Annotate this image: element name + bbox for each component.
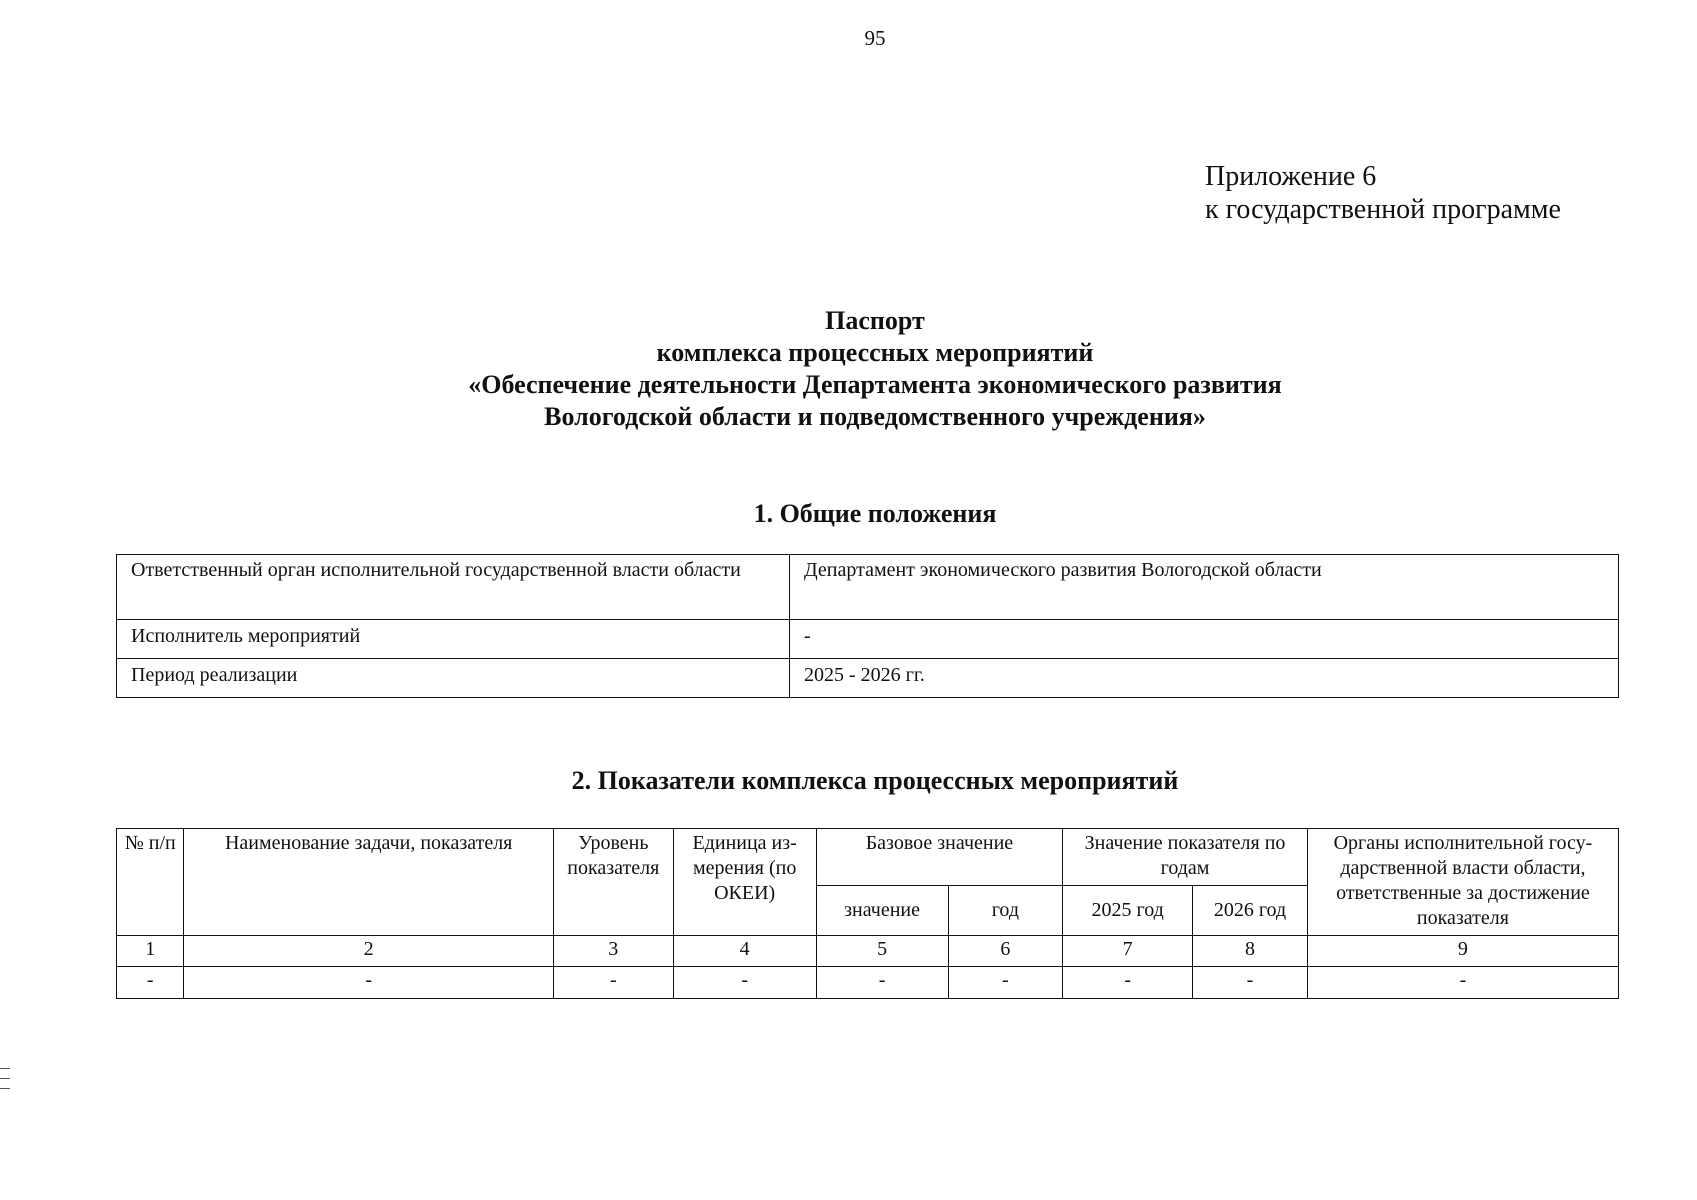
table-row	[117, 555, 1619, 620]
table-cell: -	[1307, 967, 1618, 999]
column-number: 8	[1193, 936, 1308, 967]
table-cell: -	[673, 967, 816, 999]
header-level: Уровень показателя	[553, 829, 673, 936]
section-2-heading: 2. Показатели комплекса процессных мероприятий	[571, 766, 1179, 795]
table-row	[117, 620, 1619, 659]
page-number: 95	[864, 26, 886, 50]
table-cell-label: Ответственный орган исполнительной государственной власти области	[117, 555, 790, 620]
table-row	[117, 967, 1619, 999]
column-number: 5	[816, 936, 948, 967]
general-provisions-table	[116, 554, 1619, 698]
table-cell: -	[117, 967, 184, 999]
table-cell-value: 2025 - 2026 гг.	[790, 659, 1619, 698]
header-num: № п/п	[117, 829, 184, 936]
table-cell-label: Период реализации	[117, 659, 790, 698]
header-name: Наименование задачи, показателя	[184, 829, 553, 936]
passport-title-line-4: Вологодской области и подведомственного учреждения»	[544, 402, 1206, 431]
passport-title-line-1: Паспорт	[825, 306, 925, 335]
column-number: 4	[673, 936, 816, 967]
table-cell: -	[1063, 967, 1193, 999]
edge-mark	[0, 1068, 10, 1069]
column-number: 1	[117, 936, 184, 967]
edge-mark	[0, 1088, 10, 1089]
header-unit: Единица из- мерения (по ОКЕИ)	[673, 829, 816, 936]
table-row	[117, 659, 1619, 698]
table-cell-value: -	[790, 620, 1619, 659]
table-cell: -	[553, 967, 673, 999]
table-header-row	[117, 829, 1619, 886]
appendix-line-2: к государственной программе	[1205, 194, 1561, 225]
edge-mark	[0, 1078, 10, 1079]
table-cell: -	[948, 967, 1063, 999]
header-base-value: значение	[816, 886, 948, 936]
indicators-table	[116, 828, 1619, 999]
header-base: Базовое значение	[816, 829, 1063, 886]
passport-title	[0, 305, 1697, 433]
column-number: 2	[184, 936, 553, 967]
section-1-heading: 1. Общие положения	[753, 499, 997, 528]
passport-title-line-2: комплекса процессных мероприятий	[656, 338, 1094, 367]
header-organs: Органы исполнительной госу- дарственной власти области, ответственные за достижение показателя	[1307, 829, 1618, 936]
column-number: 9	[1307, 936, 1618, 967]
column-number: 3	[553, 936, 673, 967]
header-2025: 2025 год	[1063, 886, 1193, 936]
table-row-column-numbers	[117, 936, 1619, 967]
table-cell: -	[1193, 967, 1308, 999]
appendix-note	[1205, 160, 1561, 226]
table-cell-value: Департамент экономического развития Вологодской области	[790, 555, 1619, 620]
column-number: 6	[948, 936, 1063, 967]
appendix-line-1: Приложение 6	[1205, 161, 1377, 192]
passport-title-line-3: «Обеспечение деятельности Департамента экономического развития	[468, 370, 1282, 399]
header-2026: 2026 год	[1193, 886, 1308, 936]
column-number: 7	[1063, 936, 1193, 967]
table-cell-label: Исполнитель мероприятий	[117, 620, 790, 659]
table-cell: -	[184, 967, 553, 999]
header-years: Значение показателя по годам	[1063, 829, 1308, 886]
scan-edge-marks	[0, 1068, 10, 1098]
table-cell: -	[816, 967, 948, 999]
header-base-year: год	[948, 886, 1063, 936]
